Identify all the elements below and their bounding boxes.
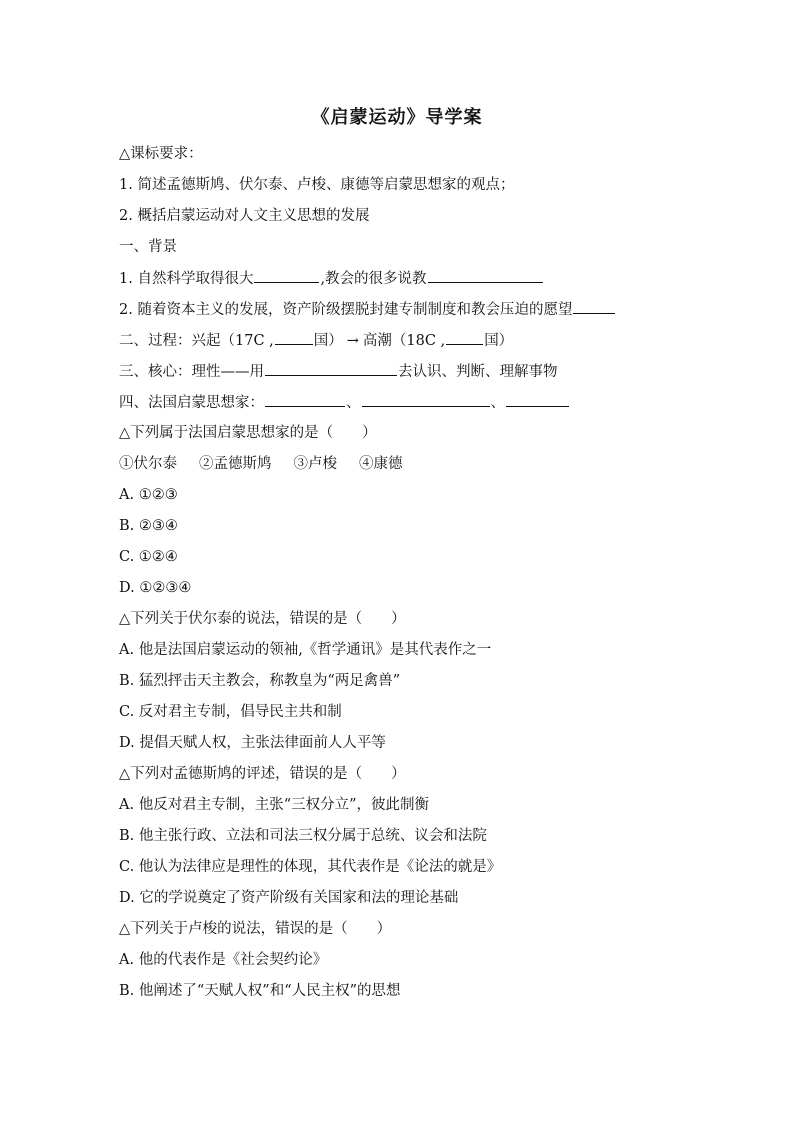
arrow-right-icon: → (346, 333, 359, 349)
answer-option[interactable]: D. 它的学说奠定了资产阶级有关国家和法的理论基础 (119, 890, 459, 906)
answer-option[interactable]: A. 他是法国启蒙运动的领袖,《哲学通讯》是其代表作之一 (119, 642, 492, 658)
answer-option[interactable]: B. ②③④ (119, 518, 178, 534)
fill-blank[interactable] (254, 264, 319, 283)
fill-blank[interactable] (265, 357, 397, 376)
question-stem: △下列属于法国启蒙思想家的是（ ） (119, 425, 377, 441)
core-text: 去认识、判断、理解事物 (398, 364, 558, 380)
separator: 、 (346, 395, 361, 411)
background-line-2 (119, 295, 689, 326)
thinkers-text: 四、法国启蒙思想家： (119, 395, 264, 411)
background-line-1 (119, 264, 689, 295)
section-core (119, 357, 689, 388)
fill-blank[interactable] (573, 295, 615, 314)
answer-option[interactable]: A. 他反对君主专制，主张“三权分立”，彼此制衡 (119, 797, 430, 813)
answer-option[interactable]: C. 反对君主专制，倡导民主共和制 (119, 704, 342, 720)
page-title: 《启蒙运动》导学案 (311, 107, 483, 128)
fill-blank[interactable] (428, 264, 543, 283)
section-heading-background: 一、背景 (119, 239, 177, 255)
background-text: 2. 随着资本主义的发展，资产阶级摆脱封建专制制度和教会压迫的愿望 (119, 302, 573, 318)
section-process (119, 326, 689, 357)
answer-option[interactable]: D. 提倡天赋人权，主张法律面前人人平等 (119, 735, 386, 751)
answer-option[interactable]: A. ①②③ (119, 487, 178, 503)
document-body (119, 140, 689, 1008)
answer-option[interactable]: C. 他认为法律应是理性的体现，其代表作是《论法的就是》 (119, 859, 502, 875)
answer-option[interactable]: B. 他主张行政、立法和司法三权分属于总统、议会和法院 (119, 828, 487, 844)
question-item: ④康德 (359, 456, 403, 472)
question-stem: △下列对孟德斯鸠的评述，错误的是（ ） (119, 766, 406, 782)
question-stem: △下列关于卢梭的说法，错误的是（ ） (119, 921, 392, 937)
section-thinkers (119, 388, 689, 419)
question-item: ①伏尔泰 (119, 456, 177, 472)
question-stem: △下列关于伏尔泰的说法，错误的是（ ） (119, 611, 406, 627)
answer-option[interactable]: A. 他的代表作是《社会契约论》 (119, 952, 328, 968)
fill-blank[interactable] (275, 326, 313, 345)
requirement-item: 2. 概括启蒙运动对人文主义思想的发展 (119, 208, 370, 224)
process-text: 二、过程：兴起（17C , (119, 333, 274, 349)
question-item: ③卢梭 (293, 456, 337, 472)
separator: 、 (490, 395, 505, 411)
answer-option[interactable]: B. 猛烈抨击天主教会，称教皇为“两足禽兽” (119, 673, 401, 689)
answer-option[interactable]: D. ①②③④ (119, 580, 192, 596)
process-text: 国） (313, 333, 343, 349)
process-text: 高潮（18C , (362, 333, 446, 349)
process-text: 国） (484, 333, 514, 349)
fill-blank[interactable] (446, 326, 483, 345)
background-text: ,教会的很多说教 (320, 271, 427, 287)
fill-blank[interactable] (362, 388, 490, 407)
fill-blank[interactable] (265, 388, 345, 407)
requirement-item: 1. 简述孟德斯鸠、伏尔泰、卢梭、康德等启蒙思想家的观点； (119, 177, 515, 193)
fill-blank[interactable] (506, 388, 569, 407)
question-items (119, 450, 689, 481)
answer-option[interactable]: B. 他阐述了“天赋人权”和“人民主权”的思想 (119, 983, 401, 999)
background-text: 1. 自然科学取得很大 (119, 271, 254, 287)
answer-option[interactable]: C. ①②④ (119, 549, 178, 565)
question-item: ②孟德斯鸠 (199, 456, 272, 472)
requirements-heading: △课标要求： (119, 146, 203, 162)
core-text: 三、核心：理性——用 (119, 364, 264, 380)
